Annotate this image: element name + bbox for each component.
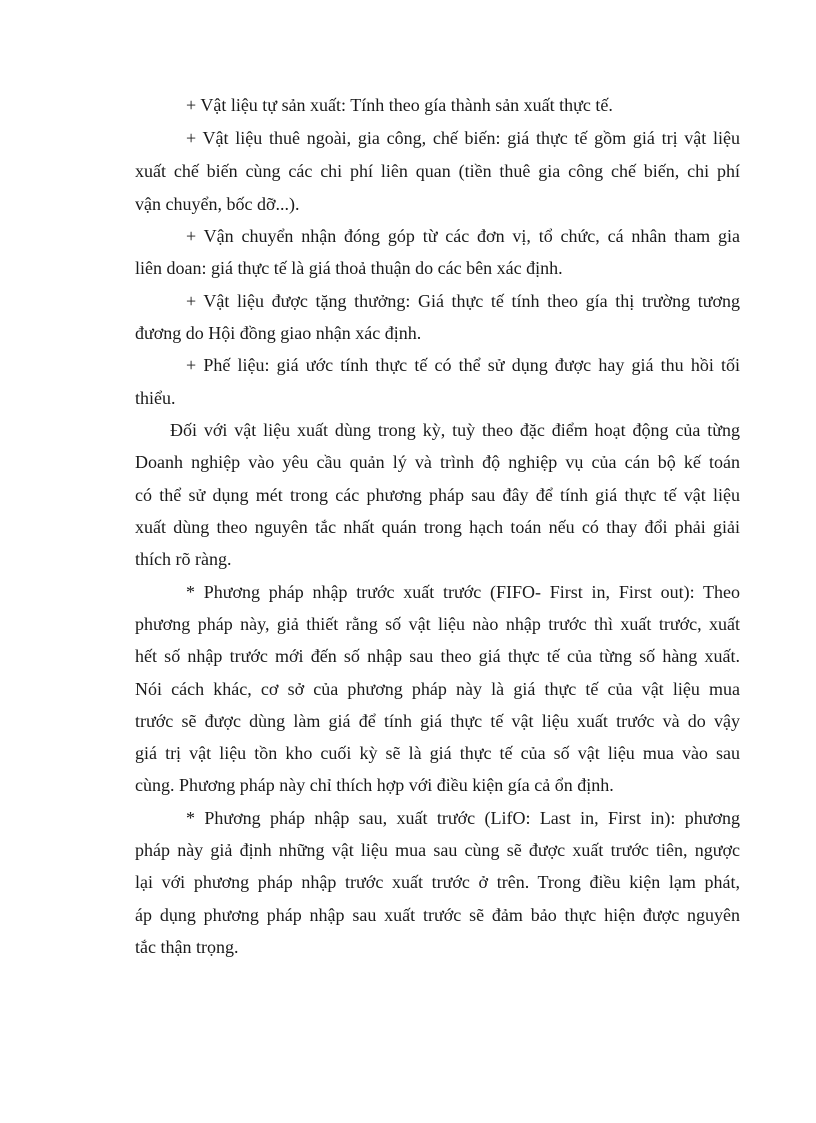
paragraph-line: giá trị vật liệu tồn kho cuối kỳ sẽ là giá thực tế của số vật liệu mua vào sau [135,743,740,763]
paragraph-line: lại với phương pháp nhập trước xuất trước ở trên. Trong điều kiện lạm phát, [135,872,740,892]
paragraph-line: thiểu. [135,388,176,408]
paragraph-line: * Phương pháp nhập trước xuất trước (FIFO- First in, First out): Theo [186,582,740,602]
paragraph-line: cùng. Phương pháp này chỉ thích hợp với điều kiện gía cả ổn định. [135,775,614,795]
paragraph-line: áp dụng phương pháp nhập sau xuất trước sẽ đảm bảo thực hiện được nguyên [135,905,740,925]
paragraph-line: pháp này giả định những vật liệu mua sau cùng sẽ được xuất trước tiên, ngược [135,840,740,860]
paragraph-line: + Vật liệu được tặng thưởng: Giá thực tế tính theo gía thị trường tương [186,291,740,311]
paragraph-line: tắc thận trọng. [135,937,239,957]
paragraph-line: Đối với vật liệu xuất dùng trong kỳ, tuỳ theo đặc điểm hoạt động của từng [170,420,740,440]
paragraph-line: Nói cách khác, cơ sở của phương pháp này là giá thực tế của vật liệu mua [135,679,740,699]
paragraph-line: vận chuyển, bốc dỡ...). [135,194,300,214]
paragraph-line: + Phế liệu: giá ước tính thực tế có thể sử dụng được hay giá thu hồi tối [186,355,740,375]
paragraph-line: trước sẽ được dùng làm giá để tính giá thực tế vật liệu xuất trước và do vậy [135,711,740,731]
paragraph-line: + Vật liệu thuê ngoài, gia công, chế biến: giá thực tế gồm giá trị vật liệu [186,128,740,148]
paragraph-line: + Vận chuyển nhận đóng góp từ các đơn vị, tổ chức, cá nhân tham gia [186,226,740,246]
paragraph-line: phương pháp này, giả thiết rằng số vật liệu nào nhập trước thì xuất trước, xuất [135,614,740,634]
paragraph-line: đương do Hội đồng giao nhận xác định. [135,323,422,343]
paragraph-line: thích rõ ràng. [135,549,232,569]
paragraph-line: hết số nhập trước mới đến số nhập sau theo giá thực tế của từng số hàng xuất. [135,646,740,666]
paragraph-line: xuất chế biến cùng các chi phí liên quan (tiền thuê gia công chế biến, chi phí [135,161,740,181]
paragraph-line: * Phương pháp nhập sau, xuất trước (LifO: Last in, First in): phương [186,808,740,828]
paragraph-line: xuất dùng theo nguyên tắc nhất quán trong hạch toán nếu có thay đổi phải giải [135,517,740,537]
paragraph-line: liên doan: giá thực tế là giá thoả thuận do các bên xác định. [135,258,563,278]
paragraph-line: có thể sử dụng mét trong các phương pháp sau đây để tính giá thực tế vật liệu [135,485,740,505]
paragraph-line: + Vật liệu tự sản xuất: Tính theo gía thành sản xuất thực tế. [186,95,613,115]
paragraph-line: Doanh nghiệp vào yêu cầu quản lý và trình độ nghiệp vụ của cán bộ kế toán [135,452,740,472]
